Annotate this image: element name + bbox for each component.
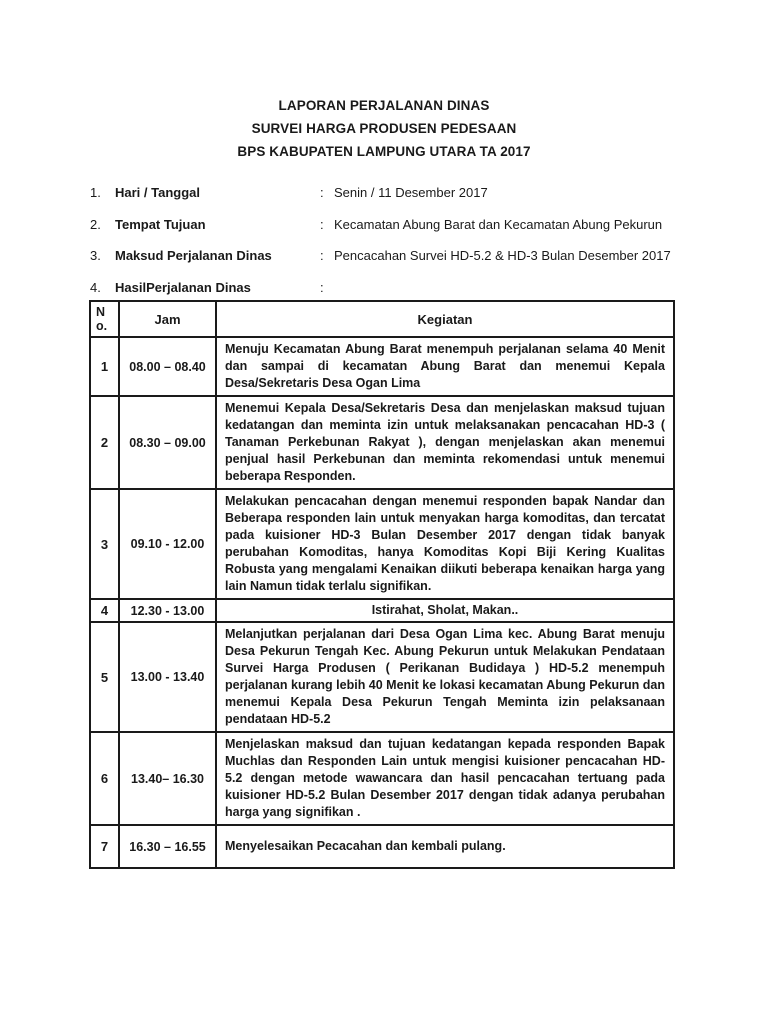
table-row-5 bbox=[90, 622, 674, 732]
row-number-cell: 5 bbox=[90, 622, 119, 732]
table-row-7 bbox=[90, 825, 674, 868]
table-header-row bbox=[90, 301, 674, 337]
detail-value: Kecamatan Abung Barat dan Kecamatan Abung Pekurun bbox=[334, 216, 663, 232]
detail-colon: : bbox=[320, 185, 324, 200]
time-cell: 09.10 - 12.00 bbox=[119, 489, 216, 599]
details-list bbox=[90, 184, 678, 310]
detail-colon: : bbox=[320, 248, 324, 263]
table-row-6 bbox=[90, 732, 674, 825]
document-title bbox=[0, 94, 768, 163]
time-cell: 08.00 – 08.40 bbox=[119, 337, 216, 396]
detail-label: Tempat Tujuan bbox=[115, 216, 206, 232]
detail-item-hari-tanggal bbox=[90, 184, 678, 202]
detail-item-maksud-perjalanan bbox=[90, 247, 678, 265]
col-header-no: No. bbox=[90, 301, 119, 337]
table-row-3 bbox=[90, 489, 674, 599]
detail-value: Pencacahan Survei HD-5.2 & HD-3 Bulan Desember 2017 bbox=[334, 248, 671, 263]
row-number-cell: 6 bbox=[90, 732, 119, 825]
detail-number: 1. bbox=[90, 185, 101, 200]
activity-cell: Menyelesaikan Pecacahan dan kembali pulang. bbox=[216, 825, 674, 868]
table-row-1 bbox=[90, 337, 674, 396]
activity-table-container bbox=[89, 300, 675, 869]
title-line-1: LAPORAN PERJALANAN DINAS bbox=[278, 98, 490, 113]
detail-number: 4. bbox=[90, 279, 101, 295]
title-line-3: BPS KABUPATEN LAMPUNG UTARA TA 2017 bbox=[237, 144, 531, 159]
table-row-4 bbox=[90, 599, 674, 622]
time-cell: 08.30 – 09.00 bbox=[119, 396, 216, 489]
table-row-2 bbox=[90, 396, 674, 489]
time-cell: 16.30 – 16.55 bbox=[119, 825, 216, 868]
activity-table bbox=[89, 300, 675, 869]
activity-cell: Melakukan pencacahan dengan menemui responden bapak Nandar dan Beberapa responden lain untuk menyakan harga komoditas, dan tercatat pada kuisioner HD-3 Bulan Desember 2017 dengan tidak banyak perubahan Komoditas, hanya Komoditas Kopi Biji Kering Kualitas Robusta yang mengalami Kenaikan diikuti beberapa kenaikan harga yang lain Namun tidak terlalu signifikan. bbox=[216, 489, 674, 599]
title-line-2: SURVEI HARGA PRODUSEN PEDESAAN bbox=[251, 121, 517, 136]
row-number-cell: 4 bbox=[90, 599, 119, 622]
row-number-cell: 3 bbox=[90, 489, 119, 599]
detail-colon: : bbox=[320, 279, 324, 295]
detail-number: 2. bbox=[90, 216, 101, 232]
detail-number: 3. bbox=[90, 248, 101, 263]
detail-item-hasil-perjalanan bbox=[90, 279, 678, 297]
row-number-cell: 2 bbox=[90, 396, 119, 489]
activity-cell: Istirahat, Sholat, Makan.. bbox=[216, 599, 674, 622]
detail-value: Senin / 11 Desember 2017 bbox=[334, 185, 488, 200]
time-cell: 13.40– 16.30 bbox=[119, 732, 216, 825]
time-cell: 12.30 - 13.00 bbox=[119, 599, 216, 622]
activity-cell: Melanjutkan perjalanan dari Desa Ogan Lima kec. Abung Barat menuju Desa Pekurun Tengah Kec. Abung Pekurun untuk Melakukan Pendataan Survei Harga Produsen ( Perikanan Budidaya ) HD-5.2 menempuh perjalanan kurang lebih 40 Menit ke lokasi kecamatan Abung Pekurun dan menemui Kepala Desa Pekurun Tengah Meminta izin pelaksanaan pendataan HD-5.2 bbox=[216, 622, 674, 732]
activity-cell: Menjelaskan maksud dan tujuan kedatangan kepada responden Bapak Muchlas dan Responden Lain untuk mengisi kuisioner pencacahan HD-5.2 dengan metode wawancara dan hasil pencacahan tertuang pada kuisioner HD-5.2 Bulan Desember 2017 dengan tidak adanya perubahan harga yang signifikan . bbox=[216, 732, 674, 825]
col-header-jam: Jam bbox=[119, 301, 216, 337]
detail-label: HasilPerjalanan Dinas bbox=[115, 279, 251, 295]
time-cell: 13.00 - 13.40 bbox=[119, 622, 216, 732]
detail-label: Maksud Perjalanan Dinas bbox=[115, 248, 272, 263]
detail-colon: : bbox=[320, 216, 324, 232]
row-number-cell: 7 bbox=[90, 825, 119, 868]
activity-cell: Menemui Kepala Desa/Sekretaris Desa dan menjelaskan maksud tujuan kedatangan dan meminta izin untuk melaksanakan pencacahan HD-3 ( Tanaman Perkebunan Rakyat ), dengan menjelaskan akan menemui penjual hasil Perkebunan dan meminta rekomendasi untuk menemui beberapa Responden. bbox=[216, 396, 674, 489]
row-number-cell: 1 bbox=[90, 337, 119, 396]
col-header-kegiatan: Kegiatan bbox=[216, 301, 674, 337]
activity-cell: Menuju Kecamatan Abung Barat menempuh perjalanan selama 40 Menit dan sampai di kecamatan Abung Barat dan menemui Kepala Desa/Sekretaris Desa Ogan Lima bbox=[216, 337, 674, 396]
detail-item-tempat-tujuan bbox=[90, 216, 678, 234]
detail-label: Hari / Tanggal bbox=[115, 185, 200, 200]
